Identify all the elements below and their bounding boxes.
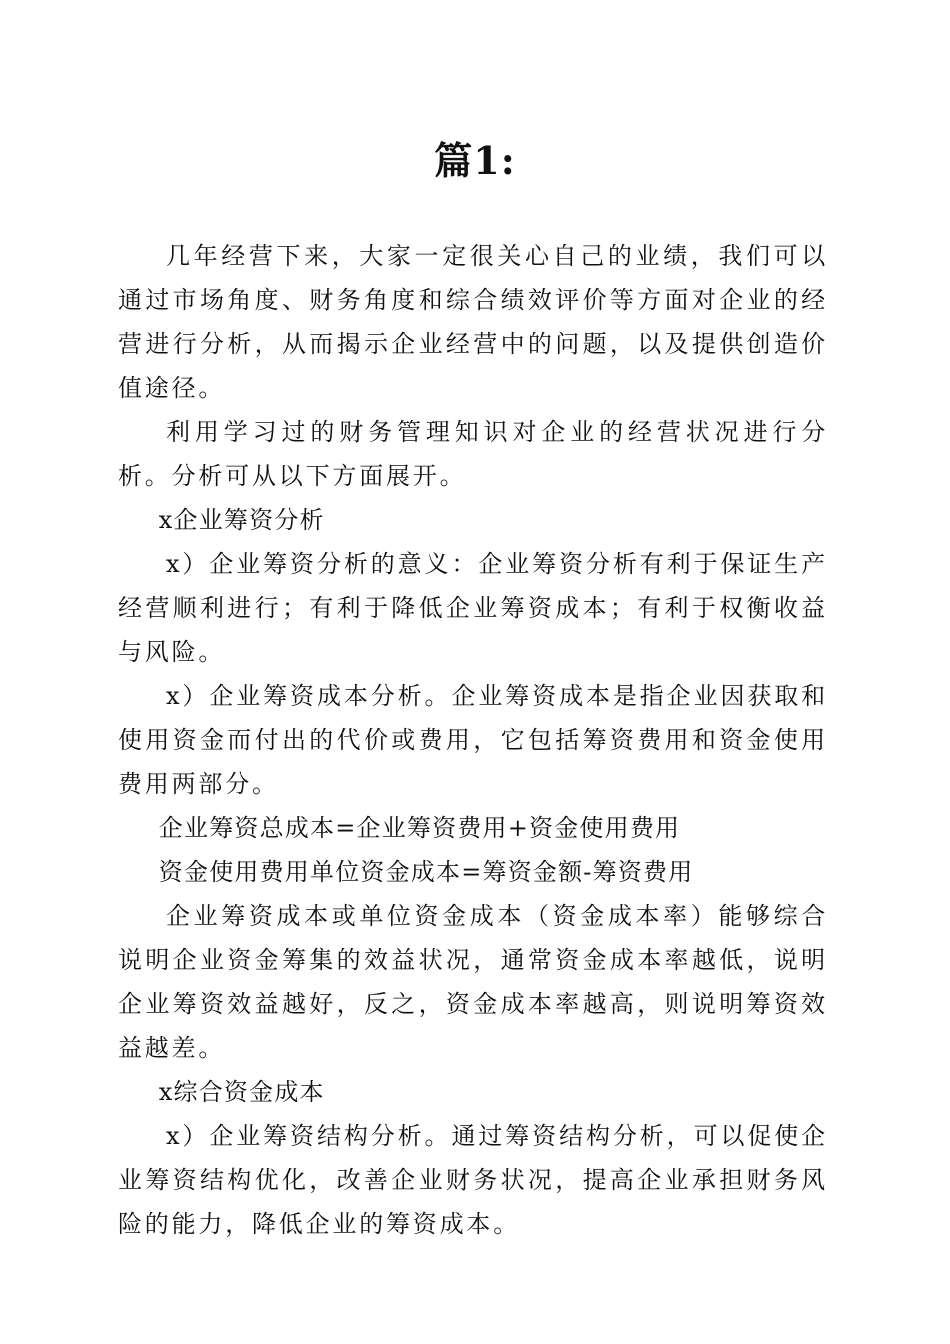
- paragraph-analysis-scope: 利用学习过的财务管理知识对企业的经营状况进行分析。分析可从以下方面展开。: [118, 418, 828, 490]
- paragraph-intro: 几年经营下来，大家一定很关心自己的业绩，我们可以通过市场角度、财务角度和综合绩效评价等方面对企业的经营进行分析，从而揭示企业经营中的问题，以及提供创造价值途径。: [118, 242, 828, 402]
- formula-total-cost: 企业筹资总成本=企业筹资费用+资金使用费用: [158, 814, 681, 842]
- formula-unit-cost: 资金使用费用单位资金成本=筹资金额-筹资费用: [158, 858, 694, 886]
- paragraph-financing-structure: x）企业筹资结构分析。通过筹资结构分析，可以促使企业筹资结构优化，改善企业财务状况，提高企业承担财务风险的能力，降低企业的筹资成本。: [118, 1122, 828, 1238]
- paragraph-financing-significance: x）企业筹资分析的意义：企业筹资分析有利于保证生产经营顺利进行；有利于降低企业筹资成本；有利于权衡收益与风险。: [118, 550, 828, 666]
- paragraph-financing-cost: x）企业筹资成本分析。企业筹资成本是指企业因获取和使用资金而付出的代价或费用，它包括筹资费用和资金使用费用两部分。: [118, 682, 828, 798]
- paragraph-cost-rate: 企业筹资成本或单位资金成本（资金成本率）能够综合说明企业资金筹集的效益状况，通常资金成本率越低，说明企业筹资效益越好，反之，资金成本率越高，则说明筹资效益越差。: [118, 902, 828, 1062]
- heading-financing-analysis: x企业筹资分析: [158, 506, 325, 534]
- document-title: 篇1:: [434, 138, 516, 183]
- heading-composite-cost: x综合资金成本: [158, 1078, 325, 1106]
- document-body: [118, 234, 828, 1246]
